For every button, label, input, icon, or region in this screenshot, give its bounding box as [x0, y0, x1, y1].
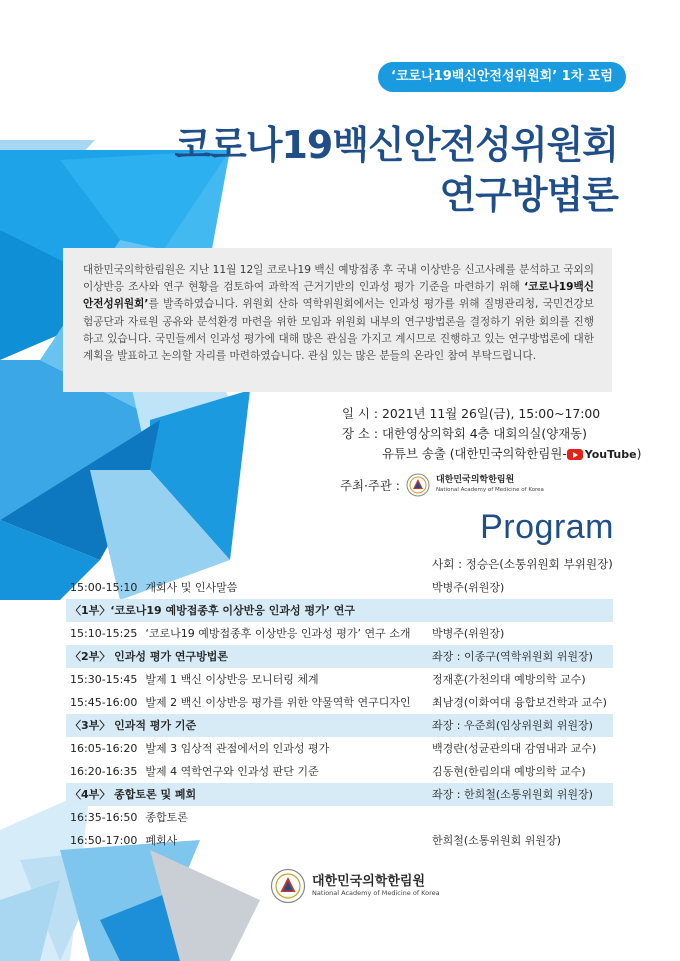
youtube-logo: [567, 445, 637, 465]
stream-row: 유튜브 송출 (대한민국의학한림원- YouTube ): [312, 444, 632, 465]
schedule-time: 16:05-16:20: [70, 742, 138, 755]
schedule-title: ‘코로나19 예방접종후 이상반응 인과성 평가’ 연구 소개: [145, 627, 411, 640]
host-org-name: [436, 475, 544, 495]
schedule-row: [66, 668, 613, 691]
stream-text: 유튜브 송출 (대한민국의학한림원-: [382, 446, 567, 461]
intro-paragraph: [63, 248, 612, 392]
schedule-speaker: 김동현(한림의대 예방의학 교수): [432, 765, 586, 778]
place-label: 장 소 :: [342, 426, 378, 441]
section-chair: 좌장 : 이종구(역학위원회 위원장): [432, 650, 593, 663]
schedule-title: 발제 2 백신 이상반응 평가를 위한 약물역학 연구디자인: [145, 696, 411, 709]
event-info: [312, 404, 642, 465]
host-org-en: National Academy of Medicine of Korea: [435, 487, 544, 493]
section-chair: 좌장 : 우준희(임상위원회 위원장): [432, 719, 593, 732]
schedule-speaker: 한희철(소통위원회 위원장): [432, 834, 561, 847]
footer-org: [270, 868, 440, 904]
schedule-time: 16:50-17:00: [70, 834, 138, 847]
place-row: [312, 424, 632, 444]
section-title: 〈4부〉 종합토론 및 폐회: [70, 788, 197, 801]
page-title: [98, 120, 618, 220]
schedule-title: 종합토론: [145, 811, 188, 824]
schedule-row: [66, 576, 613, 599]
schedule-row: [66, 806, 613, 829]
schedule-row: [66, 829, 613, 852]
schedule-speaker: 정재훈(가천의대 예방의학 교수): [432, 673, 586, 686]
intro-text-1: 대한민국의학한림원은 지난 11월 12일 코로나19 백신 예방접종 후 국내 이상반응 신고사례를 분석하고 국외의 이상반응 조사와 연구 현황을 검토하여 과학적 근거기반의 인과성 평가 기준을 마련하기 위해: [83, 264, 594, 294]
schedule-title: 발제 1 백신 이상반응 모니터링 체계: [145, 673, 319, 686]
schedule-section-row: [66, 714, 613, 737]
intro-committee-name: ‘코로나19백신 안전성위원회’: [83, 281, 594, 311]
schedule-row: [66, 737, 613, 760]
host-org-ko: 대한민국의학한림원: [435, 475, 515, 485]
date-row: [312, 404, 632, 424]
section-title: 〈3부〉 인과적 평가 기준: [70, 719, 197, 732]
schedule-time: 16:20-16:35: [70, 765, 138, 778]
host-row: [340, 471, 544, 499]
schedule-time: 15:10-15:25: [70, 627, 138, 640]
title-line-1: 코로나19백신안전성위원회: [174, 123, 618, 167]
youtube-wordmark: YouTube: [584, 447, 637, 461]
schedule-row: [66, 691, 613, 714]
date-label: 일 시 :: [342, 406, 378, 421]
schedule-section-row: [66, 599, 613, 622]
schedule-speaker: 박병주(위원장): [432, 627, 505, 640]
schedule-time: 16:35-16:50: [70, 811, 138, 824]
footer-org-name: [312, 874, 440, 898]
program-schedule: [66, 576, 613, 852]
schedule-title: 폐회사: [145, 834, 178, 847]
schedule-time: 15:00-15:10: [70, 581, 138, 594]
schedule-section-row: [66, 783, 613, 806]
schedule-title: 발제 3 임상적 관점에서의 인과성 평가: [145, 742, 330, 755]
schedule-speaker: 백경란(성균관의대 감염내과 교수): [432, 742, 597, 755]
event-label-badge: ‘코로나19백신안전성위원회’ 1차 포럼: [378, 62, 626, 92]
title-line-2: 연구방법론: [439, 173, 618, 217]
schedule-time: 15:45-16:00: [70, 696, 138, 709]
section-title: 〈2부〉 인과성 평가 연구방법론: [70, 650, 229, 663]
schedule-row: [66, 622, 613, 645]
footer-org-ko: 대한민국의학한림원: [312, 874, 426, 889]
academy-logo-icon: [270, 868, 306, 904]
schedule-time: 15:30-15:45: [70, 673, 138, 686]
section-title: 〈1부〉‘코로나19 예방접종후 이상반응 인과성 평가’ 연구: [70, 604, 355, 617]
schedule-section-row: [66, 645, 613, 668]
host-label: 주최·주관 :: [340, 478, 400, 493]
schedule-title: 개회사 및 인사말씀: [145, 581, 238, 594]
date-value: 2021년 11월 26일(금), 15:00~17:00: [382, 406, 601, 421]
program-heading: Program: [480, 508, 614, 546]
schedule-speaker: 최남경(이화여대 융합보건학과 교수): [432, 696, 607, 709]
academy-logo-icon: [406, 473, 430, 497]
footer-org-en: National Academy of Medicine of Korea: [312, 889, 440, 897]
youtube-play-icon: [567, 449, 583, 460]
moderator-text: 사회 : 정승은(소통위원회 부위원장): [432, 557, 613, 571]
schedule-title: 발제 4 역학연구와 인과성 판단 기준: [145, 765, 319, 778]
place-value: 대한영상의학회 4층 대회의실(양재동): [382, 426, 587, 441]
schedule-row: [66, 760, 613, 783]
section-chair: 좌장 : 한희철(소통위원회 위원장): [432, 788, 593, 801]
schedule-speaker: 박병주(위원장): [432, 581, 505, 594]
intro-text-2: 를 발족하였습니다. 위원회 산하 역학위원회에서는 인과성 평가를 위해 질병관리청, 국민건강보험공단과 자료원 공유와 분석환경 마련을 위한 모임과 위원회 내부의 연구방법론을 결정하기 위한 회의를 진행하고 있습니다. 국민들께서 인과성 평가에 대해 많은 관심을 가지고 계시므로 진행하고 있는 연구방법론에 대한 계획을 발표하고 논의할 자리를 마련하였습니다. 관심 있는 많은 분들의 온라인 참여 부탁드립니다.: [83, 298, 594, 363]
